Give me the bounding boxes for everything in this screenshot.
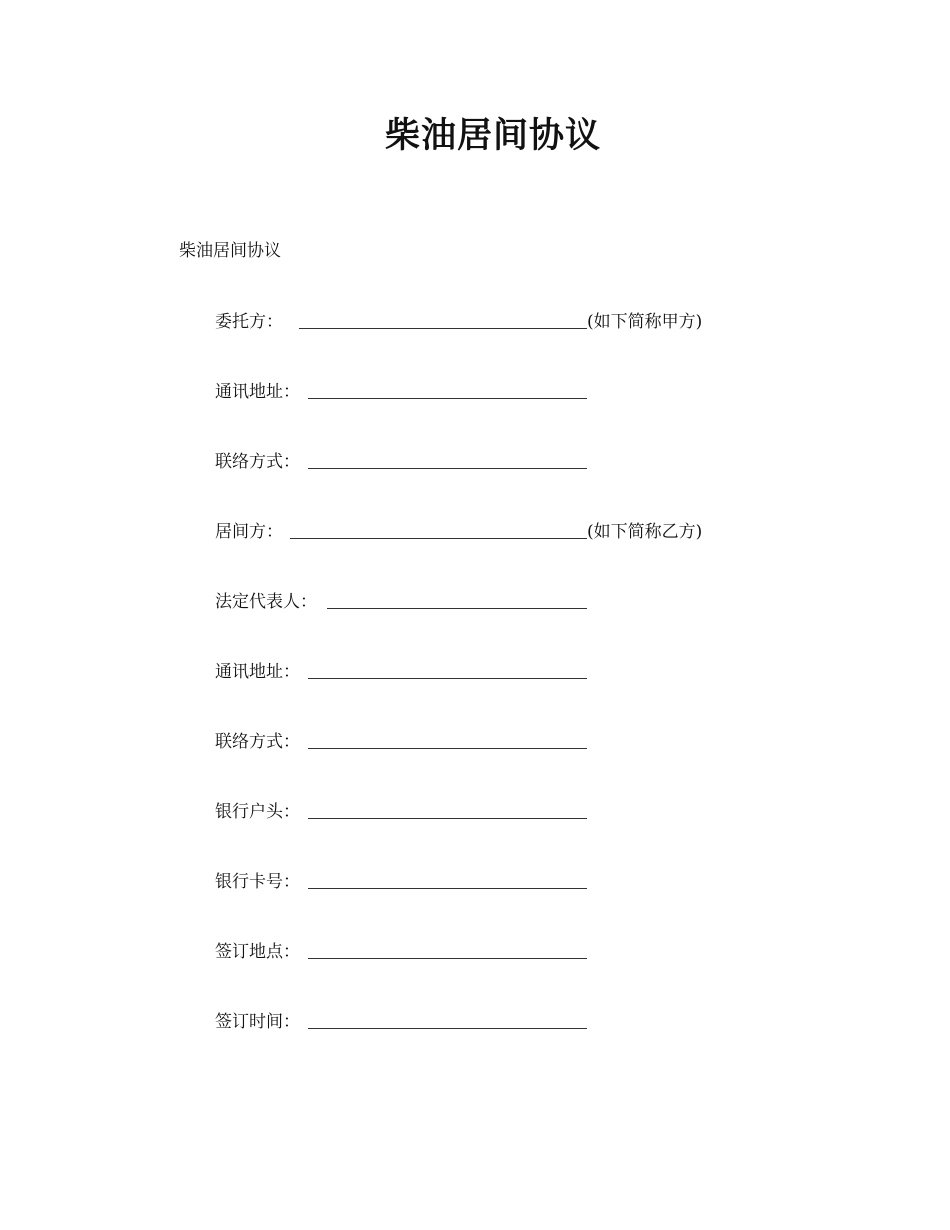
entrusting-party-blank[interactable] — [299, 328, 587, 329]
signing-time-blank[interactable] — [308, 1028, 587, 1029]
signing-place-blank[interactable] — [308, 958, 587, 959]
party-b-contact-blank[interactable] — [308, 748, 587, 749]
party-a-contact-blank[interactable] — [308, 468, 587, 469]
field-label: 银行卡号： — [215, 872, 300, 892]
field-label: 联络方式： — [215, 732, 300, 752]
field-label: 通讯地址： — [215, 382, 300, 402]
field-note: (如下简称甲方) — [587, 312, 703, 332]
legal-representative-blank[interactable] — [327, 608, 587, 609]
field-label: 联络方式： — [215, 452, 300, 472]
field-label: 银行户头： — [215, 802, 300, 822]
intermediary-party-blank[interactable] — [290, 538, 587, 539]
document-subtitle: 柴油居间协议 — [179, 241, 281, 261]
field-label: 委托方： — [215, 312, 283, 332]
bank-card-number-blank[interactable] — [308, 888, 587, 889]
bank-account-name-blank[interactable] — [308, 818, 587, 819]
field-label: 法定代表人： — [215, 592, 317, 612]
document-title: 柴油居间协议 — [384, 115, 601, 156]
field-label: 居间方： — [215, 522, 283, 542]
field-label: 签订时间： — [215, 1012, 300, 1032]
party-b-address-blank[interactable] — [308, 678, 587, 679]
field-label: 通讯地址： — [215, 662, 300, 682]
party-a-address-blank[interactable] — [308, 398, 587, 399]
field-label: 签订地点： — [215, 942, 300, 962]
field-note: (如下简称乙方) — [587, 522, 703, 542]
